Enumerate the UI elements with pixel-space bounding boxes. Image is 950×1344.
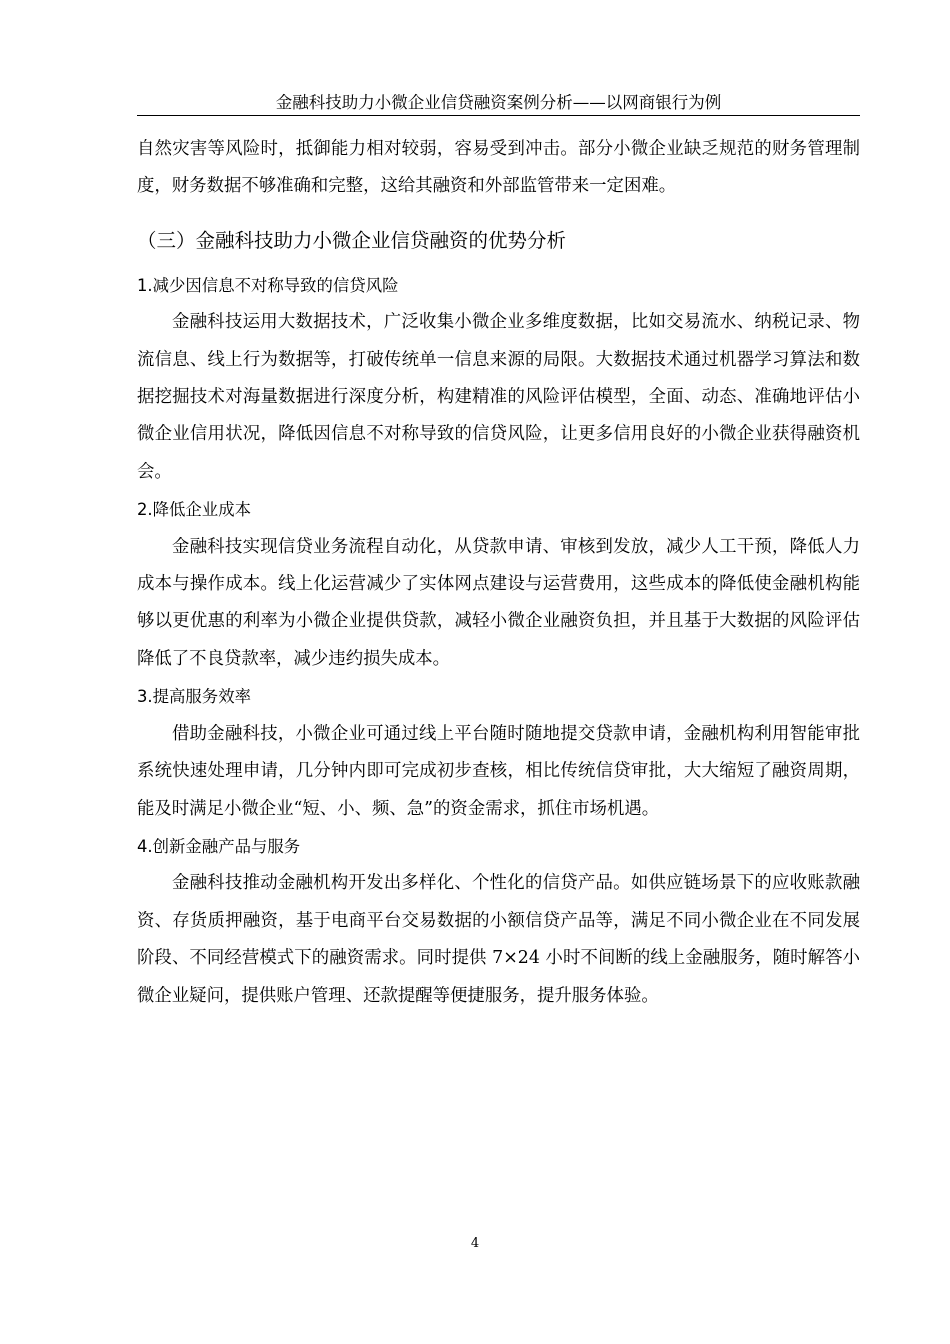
- subsection-paragraph-3: 借助金融科技，小微企业可通过线上平台随时随地提交贷款申请，金融机构利用智能审批系统快速处理申请，几分钟内即可完成初步查核，相比传统信贷审批，大大缩短了融资周期，能及时满足小微企业“短、小、频、急”的资金需求，抓住市场机遇。: [137, 723, 860, 819]
- subsection-paragraph-2: 金融科技实现信贷业务流程自动化，从贷款申请、审核到发放，减少人工干预，降低人力成本与操作成本。线上化运营减少了实体网点建设与运营费用，这些成本的降低使金融机构能够以更优惠的利率为小微企业提供贷款，减轻小微企业融资负担，并且基于大数据的风险评估降低了不良贷款率，减少违约损失成本。: [137, 536, 860, 669]
- subsection-paragraph-4: 金融科技推动金融机构开发出多样化、个性化的信贷产品。如供应链场景下的应收账款融资、存货质押融资，基于电商平台交易数据的小额信贷产品等，满足不同小微企业在不同发展阶段、不同经营模式下的融资需求。同时提供 7×24 小时不间断的线上金融服务，随时解答小微企业疑问，提供账户管理、还款提醒等便捷服务，提升服务体验。: [137, 873, 860, 1006]
- section-heading: （三）金融科技助力小微企业信贷融资的优势分析: [137, 228, 567, 252]
- subsection-heading-3: 3.提高服务效率: [137, 687, 251, 707]
- subsection-heading-4: 4.创新金融产品与服务: [137, 836, 301, 856]
- page-number: 4: [470, 1236, 480, 1251]
- document-body: [137, 131, 860, 1015]
- page-header-title: 金融科技助力小微企业信贷融资案例分析——以网商银行为例: [275, 93, 722, 112]
- subsection-paragraph-1: 金融科技运用大数据技术，广泛收集小微企业多维度数据，比如交易流水、纳税记录、物流信息、线上行为数据等，打破传统单一信息来源的局限。大数据技术通过机器学习算法和数据挖掘技术对海量数据进行深度分析，构建精准的风险评估模型，全面、动态、准确地评估小微企业信用状况，降低因信息不对称导致的信贷风险，让更多信用良好的小微企业获得融资机会。: [137, 312, 860, 482]
- header-divider: [137, 115, 860, 116]
- subsection-heading-2: 2.降低企业成本: [137, 500, 251, 520]
- continuation-paragraph: 自然灾害等风险时，抵御能力相对较弱，容易受到冲击。部分小微企业缺乏规范的财务管理制度，财务数据不够准确和完整，这给其融资和外部监管带来一定困难。: [137, 139, 860, 197]
- subsection-heading-1: 1.减少因信息不对称导致的信贷风险: [137, 275, 399, 295]
